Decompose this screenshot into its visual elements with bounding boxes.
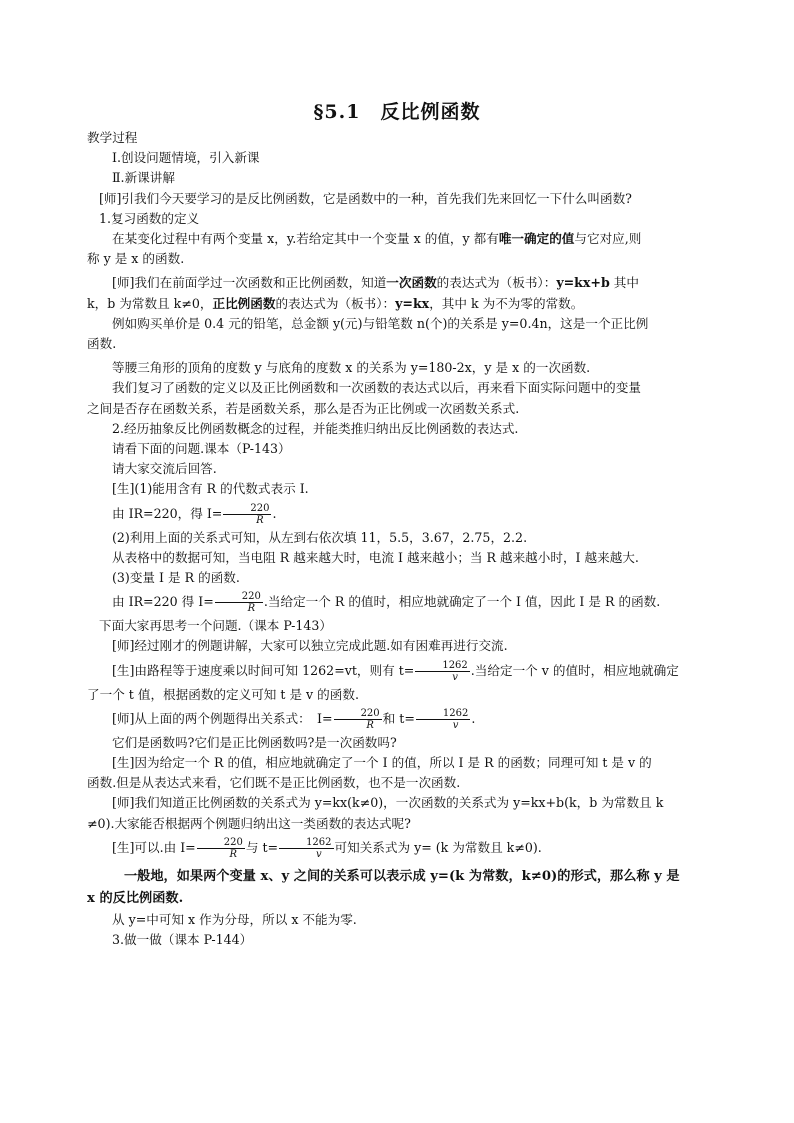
proportional-formula: y=kx (395, 295, 430, 311)
function-definition-line-1: 在某变化过程中有两个变量 x，y.若给定其中一个变量 x 的值，y 都有唯一确定的值与它对应,则 (112, 231, 642, 247)
heading-process: 教学过程 (87, 130, 138, 145)
teacher-know-line-2: ≠0).大家能否根据两个例题归纳出这一类函数的表达式呢? (87, 815, 411, 831)
intro-paragraph: [师]引我们今天要学习的是反比例函数，它是函数中的一种，首先我们先来回忆一下什么叫函数? (99, 190, 632, 206)
student-road-line-2: 了一个 t 值，根据函数的定义可知 t 是 v 的函数. (87, 686, 359, 702)
student-answer-line-1: [生]因为给定一个 R 的值，相应地就确定了一个 I 的值，所以 I 是 R 的函数；同理可知 t 是 v 的 (112, 755, 652, 771)
review-heading: 1.复习函数的定义 (99, 210, 200, 226)
emphasis-proportional-function: 正比例函数 (212, 295, 276, 311)
discuss-prompt: 请大家交流后回答. (112, 461, 217, 477)
pencil-example-line-2: 函数. (87, 336, 117, 352)
step-2-heading: 2.经历抽象反比例函数概念的过程，并能类推归纳出反比例函数的表达式. (112, 420, 519, 436)
linear-formula: y=kx+b (556, 275, 610, 291)
fraction-220-over-r: $\frac{220}{R}$ (197, 837, 245, 860)
teacher-independent: [师]经过刚才的例题讲解，大家可以独立完成此题.如有困难再进行交流. (112, 638, 508, 654)
fraction-220-over-r: $\frac{220}{R}$ (223, 503, 271, 526)
student-road-line-1: [生]由路程等于速度乘以时间可知 1262=vt，则有 t= $\frac{1262}{v}$ .当给定一个 v 的值时，相应地就确定 (112, 659, 679, 683)
table-observation: 从表格中的数据可知，当电阻 R 越来越大时，电流 I 越来越小；当 R 越来越小时，I 越来越大. (112, 549, 639, 565)
linear-function-line-1: [师]我们在前面学过一次函数和正比例函数，知道一次函数的表达式为（板书）：y=kx+b 其中 (112, 275, 639, 291)
question-2: (2)利用上面的关系式可知，从左到右依次填 11，5.5，3.67，2.75，2.2. (112, 529, 528, 545)
teacher-know-line-1: [师]我们知道正比例函数的关系式为 y=kx(k≠0)，一次函数的关系式为 y=kx+b(k，b 为常数且 k (112, 795, 664, 811)
question-3: (3)变量 I 是 R 的函数. (112, 570, 240, 586)
fraction-1262-over-v: $\frac{1262}{v}$ (415, 660, 469, 683)
lesson-body (87, 128, 710, 950)
student-answer-line-2: 函数.但是从表达式来看，它们既不是正比例函数，也不是一次函数. (87, 775, 461, 791)
teacher-two-formulas: [师]从上面的两个例题得出关系式： I= $\frac{220}{R}$ 和 t= $\frac{1262}{v}$ . (112, 707, 476, 731)
formula-i-function-of-r: 由 IR=220 得 I= $\frac{220}{R}$ .当给定一个 R 的值时，相应地就确定了一个 I 值，因此 I 是 R 的函数. (112, 591, 661, 615)
emphasis-linear-function: 一次函数 (386, 275, 437, 291)
fraction-1262-over-v: $\frac{1262}{v}$ (279, 837, 333, 860)
fraction-220-over-r: $\frac{220}{R}$ (215, 591, 263, 614)
function-definition-line-2: 称 y 是 x 的函数. (87, 251, 185, 267)
formula-i-from-ir: 由 IR=220，得 I= $\frac{220}{R}$ . (112, 502, 277, 526)
page-title: §5.1 反比例函数 (313, 101, 481, 123)
look-problem: 请看下面的问题.课本（P-143） (112, 441, 291, 457)
linear-function-line-2: k，b 为常数且 k≠0，正比例函数的表达式为（板书）：y=kx，其中 k 为不为零的常数。 (87, 295, 584, 311)
fraction-1262-over-v: $\frac{1262}{v}$ (416, 708, 470, 731)
inverse-proportion-definition-line-2: x 的反比例函数. (87, 890, 184, 906)
ask-function-question: 它们是函数吗?它们是正比例函数吗?是一次函数吗? (112, 734, 397, 750)
try-it-heading: 3.做一做（课本 P-144） (112, 932, 253, 948)
student-answer-1: [生](1)能用含有 R 的代数式表示 I. (112, 481, 309, 497)
denominator-note: 从 y=中可知 x 作为分母，所以 x 不能为零. (112, 911, 357, 927)
student-can-generalize: [生]可以.由 I= $\frac{220}{R}$ 与 t= $\frac{1262}{v}$ 可知关系式为 y= (k 为常数且 k≠0). (112, 836, 542, 860)
inverse-proportion-definition-line-1: 一般地，如果两个变量 x、y 之间的关系可以表示成 y=(k 为常数，k≠0)的形式，那么称 y 是 (124, 868, 680, 884)
section-2-heading: Ⅱ.新课讲解 (112, 170, 175, 186)
pencil-example-line-1: 例如购买单价是 0.4 元的铅笔，总金额 y(元)与铅笔数 n(个)的关系是 y=0.4n，这是一个正比例 (112, 315, 649, 331)
fraction-220-over-r: $\frac{220}{R}$ (334, 708, 382, 731)
section-1-heading: Ⅰ.创设问题情境，引入新课 (112, 150, 260, 166)
emphasis-unique-value: 唯一确定的值 (498, 231, 575, 247)
review-summary-line-2: 之间是否存在函数关系，若是函数关系，那么是否为正比例或一次函数关系式. (87, 400, 520, 416)
next-problem: 下面大家再思考一个问题.（课本 P-143） (99, 618, 332, 634)
review-summary-line-1: 我们复习了函数的定义以及正比例函数和一次函数的表达式以后，再来看下面实际问题中的变量 (112, 380, 641, 396)
triangle-example: 等腰三角形的顶角的度数 y 与底角的度数 x 的关系为 y=180-2x，y 是 x 的一次函数. (112, 360, 591, 376)
